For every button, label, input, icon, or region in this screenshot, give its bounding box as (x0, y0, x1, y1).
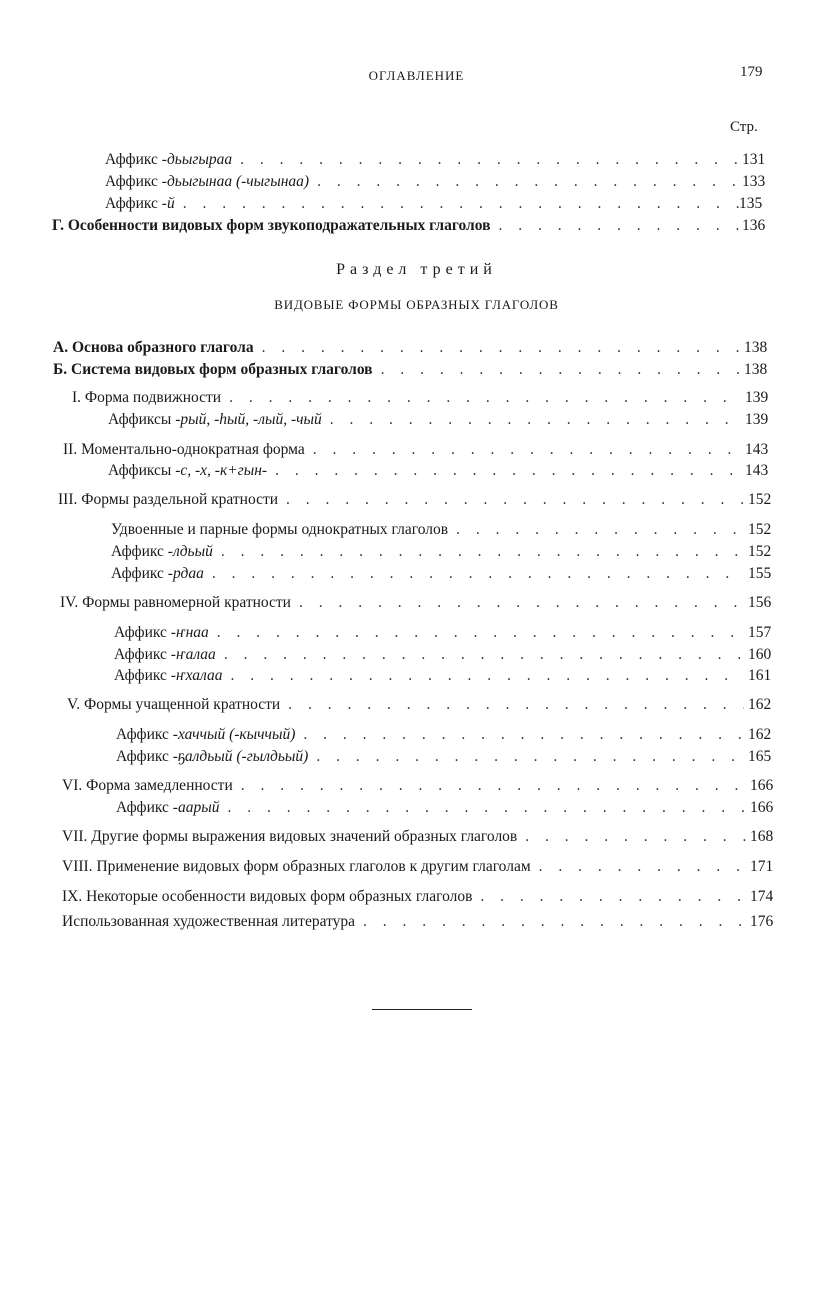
toc-dot-leader (240, 150, 741, 170)
toc-entry (116, 747, 772, 767)
toc-entry-label: Аффиксы -рый, -һый, -лый, -чый (108, 411, 322, 428)
toc-entry-label: I. Форма подвижности (72, 389, 222, 406)
toc-page-number: 152 (748, 491, 772, 508)
toc-entry-label: Аффикс -аарый (116, 799, 220, 816)
page-column-label: Стр. (730, 119, 758, 135)
toc-entry (62, 887, 774, 907)
toc-page-number: 139 (745, 411, 769, 428)
toc-entry-label: IV. Формы равномерной кратности (60, 594, 291, 611)
toc-dot-leader (317, 172, 741, 192)
toc-entry (60, 593, 772, 613)
toc-page-number: 131 (742, 151, 766, 168)
toc-entry (105, 194, 763, 214)
toc-entry (114, 666, 772, 686)
toc-dot-leader (227, 798, 746, 818)
toc-page-number: 135 (739, 195, 763, 212)
toc-entry-label: II. Моментально-однократная форма (63, 441, 305, 458)
toc-entry (62, 857, 774, 877)
toc-page-number: 162 (748, 726, 772, 743)
toc-page-number: 155 (748, 565, 772, 582)
toc-entry (111, 564, 772, 584)
toc-dot-leader (480, 887, 746, 907)
toc-entry-label: Аффикс -дьыгыраа (105, 151, 233, 168)
toc-dot-leader (183, 194, 741, 214)
toc-entry-label: Использованная художественная литература (62, 913, 356, 930)
toc-entry (53, 338, 768, 358)
toc-page-number: 143 (745, 441, 769, 458)
toc-page-number: 138 (744, 361, 768, 378)
toc-entry (111, 542, 772, 562)
toc-entry (62, 912, 774, 932)
toc-page-number: 139 (745, 389, 769, 406)
toc-dot-leader (229, 388, 741, 408)
toc-entry-label: Аффикс -ҕалдьый (-гылдьый) (116, 748, 309, 765)
toc-dot-leader (275, 461, 741, 481)
toc-entry-label: Аффикс -лдьый (111, 543, 213, 560)
toc-entry-label: Удвоенные и парные формы однократных глаголов (111, 521, 449, 538)
section-subheading: ВИДОВЫЕ ФОРМЫ ОБРАЗНЫХ ГЛАГОЛОВ (274, 297, 559, 312)
page-number: 179 (740, 64, 763, 80)
toc-page-number: 143 (745, 462, 769, 479)
toc-entry-label: Аффикс -дьыгынаа (-чыгынаа) (105, 173, 310, 190)
toc-page-number: 168 (750, 828, 774, 845)
toc-dot-leader (499, 216, 742, 236)
toc-dot-leader (539, 857, 746, 877)
toc-entry (114, 623, 772, 643)
toc-page-number: 136 (742, 217, 766, 234)
toc-entry-label: III. Формы раздельной кратности (58, 491, 279, 508)
toc-dot-leader (230, 666, 744, 686)
toc-entry-label: Аффикс -й (105, 195, 175, 212)
toc-entry (58, 490, 772, 510)
toc-entry (72, 388, 769, 408)
end-rule (372, 1009, 472, 1010)
toc-entry (53, 360, 768, 380)
toc-dot-leader (299, 593, 744, 613)
toc-page-number: 161 (748, 667, 772, 684)
toc-entry-label: V. Формы учащенной кратности (67, 696, 281, 713)
toc-dot-leader (316, 747, 744, 767)
toc-entry (114, 645, 772, 665)
toc-entry-label: Аффикс -ҥалаа (114, 646, 216, 663)
toc-dot-leader (303, 725, 744, 745)
toc-entry-label: Б. Система видовых форм образных глаголов (53, 361, 373, 378)
toc-entry (116, 798, 774, 818)
toc-entry (108, 410, 769, 430)
toc-page-number: 133 (742, 173, 766, 190)
toc-page-number: 157 (748, 624, 772, 641)
toc-entry-label: Г. Особенности видовых форм звукоподражательных глаголов (52, 217, 491, 234)
toc-page-number: 166 (750, 799, 774, 816)
toc-entry (62, 776, 774, 796)
toc-dot-leader (241, 776, 746, 796)
toc-entry (62, 827, 774, 847)
toc-entry-label: IX. Некоторые особенности видовых форм образных глаголов (62, 888, 473, 905)
toc-dot-leader (224, 645, 744, 665)
toc-entry-label: Аффикс -ҥнаа (114, 624, 209, 641)
toc-dot-leader (313, 440, 741, 460)
toc-entry-label: VII. Другие формы выражения видовых значений образных глаголов (62, 828, 518, 845)
toc-entry-label: Аффиксы -с, -х, -к+гын- (108, 462, 268, 479)
toc-page-number: 171 (750, 858, 774, 875)
toc-entry (116, 725, 772, 745)
toc-entry (111, 520, 772, 540)
toc-entry-label: Аффикс -хаччый (-кыччый) (116, 726, 296, 743)
toc-dot-leader (330, 410, 741, 430)
toc-dot-leader (456, 520, 744, 540)
toc-dot-leader (212, 564, 744, 584)
toc-page-number: 176 (750, 913, 774, 930)
toc-page-number: 165 (748, 748, 772, 765)
toc-page-number: 138 (744, 339, 768, 356)
toc-entry (63, 440, 769, 460)
toc-entry-label: Аффикс -рдаа (111, 565, 204, 582)
toc-entry (52, 216, 766, 236)
toc-entry-label: А. Основа образного глагола (53, 339, 254, 356)
toc-entry (67, 695, 772, 715)
toc-entry-label: VI. Форма замедленности (62, 777, 233, 794)
toc-entry (105, 172, 766, 192)
toc-dot-leader (221, 542, 744, 562)
toc-entry-label: Аффикс -ҥхалаа (114, 667, 223, 684)
toc-dot-leader (288, 695, 744, 715)
toc-entry (105, 150, 766, 170)
toc-page-number: 162 (748, 696, 772, 713)
toc-page-number: 156 (748, 594, 772, 611)
toc-page-number: 152 (748, 521, 772, 538)
section-heading: Раздел третий (336, 261, 497, 278)
toc-dot-leader (381, 360, 741, 380)
toc-dot-leader (262, 338, 741, 358)
toc-dot-leader (217, 623, 744, 643)
toc-entry (108, 461, 769, 481)
toc-page-number: 166 (750, 777, 774, 794)
toc-page-number: 152 (748, 543, 772, 560)
toc-dot-leader (363, 912, 746, 932)
page-header-title: ОГЛАВЛЕНИЕ (368, 68, 465, 83)
toc-entry-label: VIII. Применение видовых форм образных глаголов к другим глаголам (62, 858, 531, 875)
toc-dot-leader (286, 490, 744, 510)
toc-dot-leader (525, 827, 746, 847)
toc-page-number: 160 (748, 646, 772, 663)
toc-page-number: 174 (750, 888, 774, 905)
